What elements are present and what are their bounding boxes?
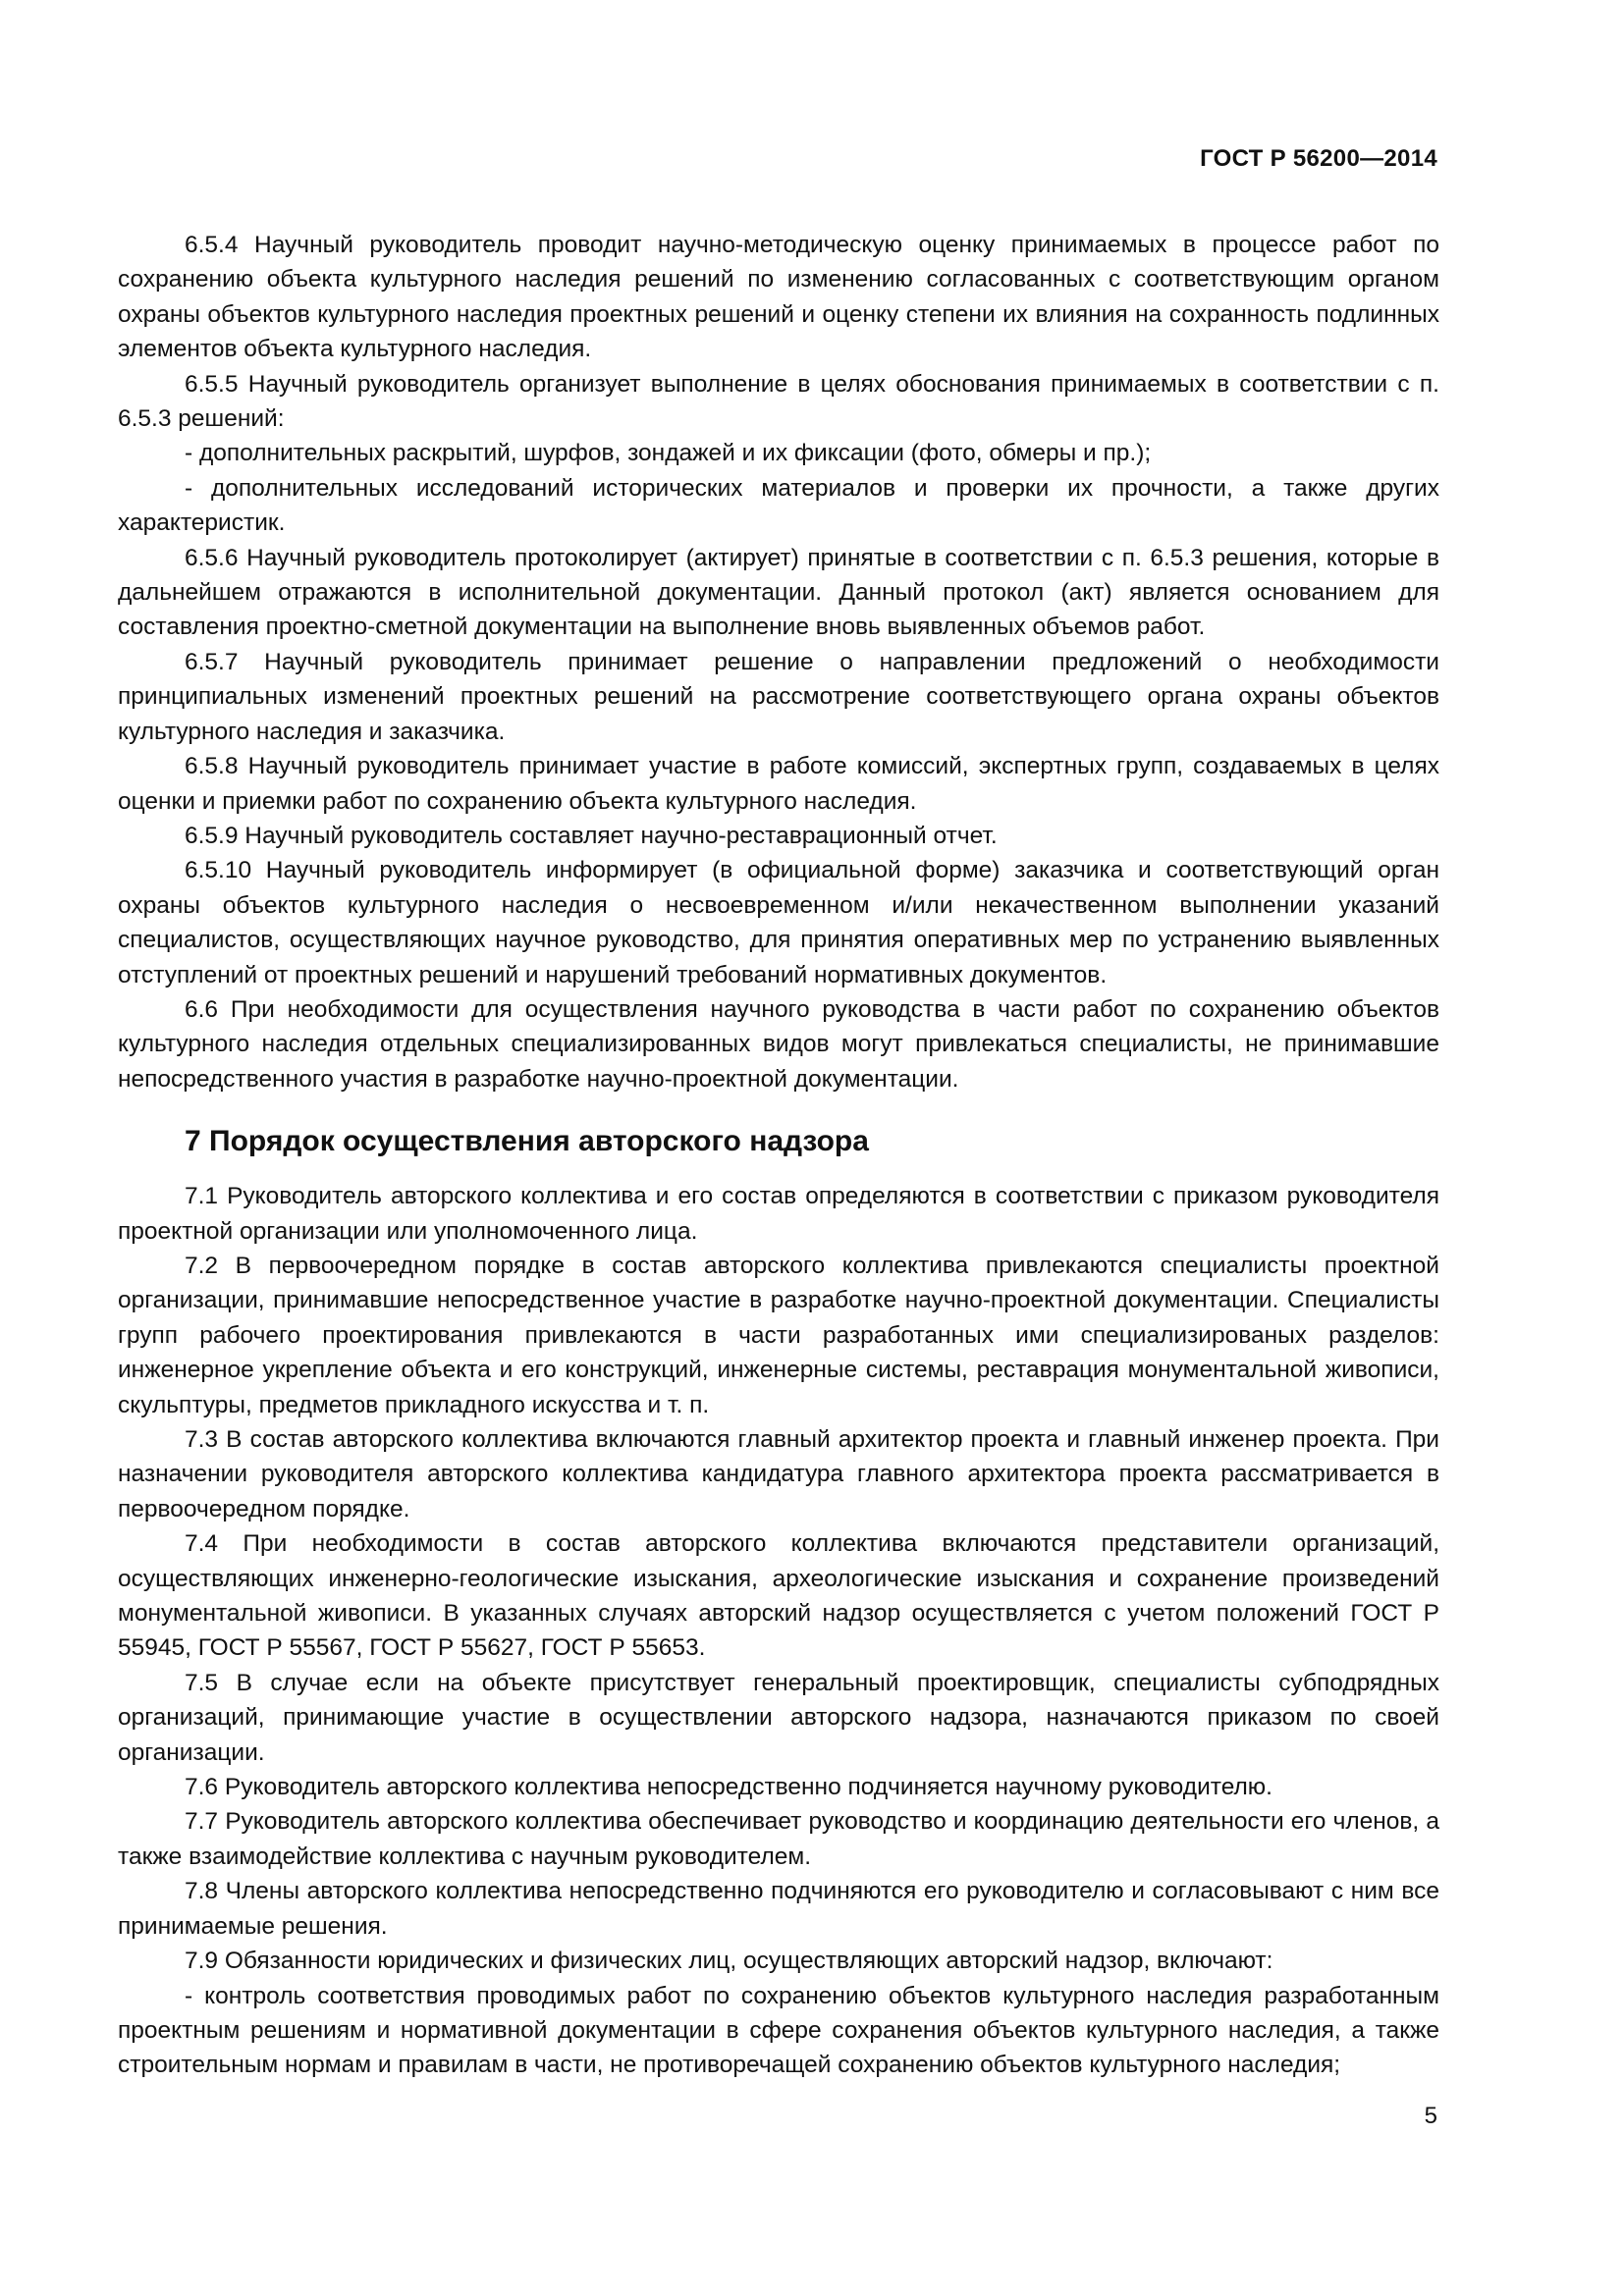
- section-heading: 7 Порядок осуществления авторского надзора: [185, 1125, 869, 1158]
- paragraph: 7.4 При необходимости в состав авторского коллектива включаются представители организаций, осуществляющих инженерно-геологические изыскания, археологические изыскания и сохранение произведений монументальной живописи. В указанных случаях авторский надзор осуществляется с учетом положений ГОСТ Р 55945, ГОСТ Р 55567, ГОСТ Р 55627, ГОСТ Р 55653.: [118, 1530, 1439, 1662]
- paragraph: 7.6 Руководитель авторского коллектива непосредственно подчиняется научному руководителю.: [185, 1774, 1272, 1801]
- list-item: - контроль соответствия проводимых работ по сохранению объектов культурного наследия разработанным проектным решениям и нормативной документации в сфере сохранения объектов культурного наследия, а также строительным нормам и правилам в части, не противоречащей сохранению объектов культурного наследия;: [118, 1982, 1439, 2079]
- paragraph: 7.8 Члены авторского коллектива непосредственно подчиняются его руководителю и согласовывают с ним все принимаемые решения.: [118, 1878, 1439, 1940]
- document-code-header: ГОСТ Р 56200—2014: [1200, 145, 1437, 172]
- paragraph: 7.9 Обязанности юридических и физических лиц, осуществляющих авторский надзор, включают:: [185, 1948, 1273, 1975]
- paragraph: 6.6 При необходимости для осуществления научного руководства в части работ по сохранению объектов культурного наследия отдельных специализированных видов могут привлекаться специалисты, не принимавшие непосредственного участия в разработке научно-проектной документации.: [118, 995, 1439, 1093]
- page-number: 5: [1424, 2103, 1437, 2129]
- list-item: - дополнительных раскрытий, шурфов, зондажей и их фиксации (фото, обмеры и пр.);: [185, 440, 1152, 467]
- paragraph: 7.5 В случае если на объекте присутствует генеральный проектировщик, специалисты субподрядных организаций, принимающие участие в осуществлении авторского надзора, назначаются приказом по своей организации.: [118, 1669, 1439, 1766]
- paragraph: 6.5.7 Научный руководитель принимает решение о направлении предложений о необходимости принципиальных изменений проектных решений на рассмотрение соответствующего органа охраны объектов культурного наследия и заказчика.: [118, 648, 1439, 745]
- document-body: [118, 228, 1439, 2083]
- paragraph: 7.2 В первоочередном порядке в состав авторского коллектива привлекаются специалисты проектной организации, принимавшие непосредственное участие в разработке научно-проектной документации. Специалисты групп рабочего проектирования привлекаются в части разработанных ими специализированых разделов: инженерное укрепление объекта и его конструкций, инженерные системы, реставрация монументальной живописи, скульптуры, предметов прикладного искусства и т. п.: [118, 1252, 1439, 1418]
- paragraph: 6.5.9 Научный руководитель составляет научно-реставрационный отчет.: [185, 822, 998, 849]
- paragraph: 7.3 В состав авторского коллектива включаются главный архитектор проекта и главный инженер проекта. При назначении руководителя авторского коллектива кандидатура главного архитектора проекта рассматривается в первоочередном порядке.: [118, 1426, 1439, 1522]
- paragraph: 6.5.4 Научный руководитель проводит научно-методическую оценку принимаемых в процессе работ по сохранению объекта культурного наследия решений по изменению согласованных с соответствующим органом охраны объектов культурного наследия проектных решений и оценку степени их влияния на сохранность подлинных элементов объекта культурного наследия.: [118, 232, 1439, 363]
- paragraph: 7.7 Руководитель авторского коллектива обеспечивает руководство и координацию деятельности его членов, а также взаимодействие коллектива с научным руководителем.: [118, 1808, 1439, 1870]
- list-item: - дополнительных исследований исторических материалов и проверки их прочности, а также других характеристик.: [118, 474, 1439, 537]
- paragraph: 6.5.6 Научный руководитель протоколирует (актирует) принятые в соответствии с п. 6.5.3 решения, которые в дальнейшем отражаются в исполнительной документации. Данный протокол (акт) является основанием для составления проектно-сметной документации на выполнение вновь выявленных объемов работ.: [118, 544, 1439, 641]
- paragraph: 6.5.5 Научный руководитель организует выполнение в целях обоснования принимаемых в соответствии с п. 6.5.3 решений:: [118, 370, 1439, 433]
- paragraph: 7.1 Руководитель авторского коллектива и его состав определяются в соответствии с приказом руководителя проектной организации или уполномоченного лица.: [118, 1183, 1439, 1245]
- paragraph: 6.5.8 Научный руководитель принимает участие в работе комиссий, экспертных групп, создаваемых в целях оценки и приемки работ по сохранению объекта культурного наследия.: [118, 753, 1439, 815]
- paragraph: 6.5.10 Научный руководитель информирует (в официальной форме) заказчика и соответствующий орган охраны объектов культурного наследия о несвоевременном и/или некачественном выполнении указаний специалистов, осуществляющих научное руководство, для принятия оперативных мер по устранению выявленных отступлений от проектных решений и нарушений требований нормативных документов.: [118, 857, 1439, 988]
